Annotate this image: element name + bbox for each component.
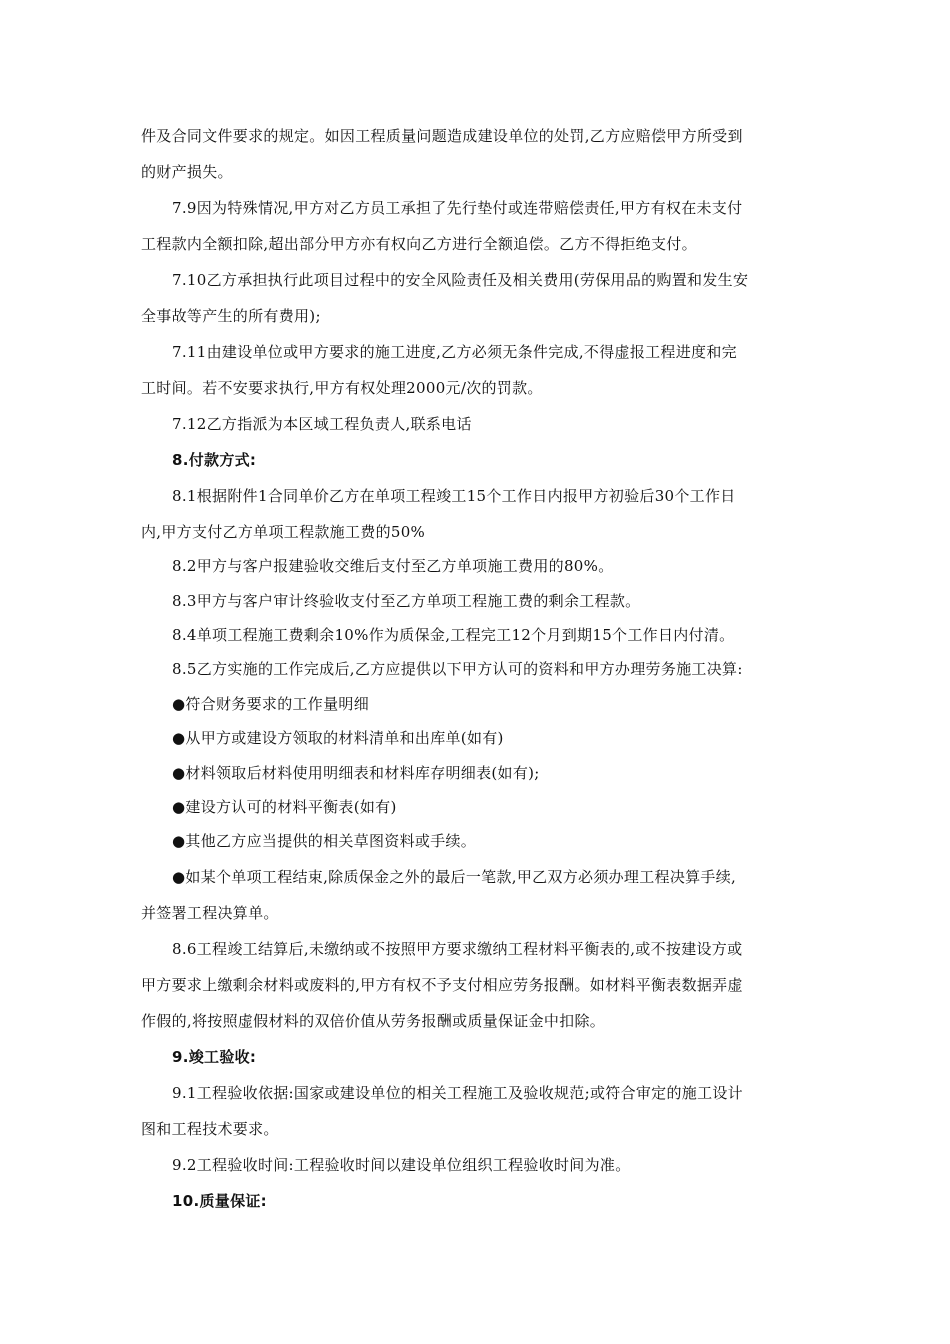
paragraph-line: 工时间。若不安要求执行,甲方有权处理2000元/次的罚款。 xyxy=(141,379,543,397)
paragraph-line: 件及合同文件要求的规定。如因工程质量问题造成建设单位的处罚,乙方应赔偿甲方所受到 xyxy=(141,127,743,145)
clause-9-1: 9.1工程验收依据:国家或建设单位的相关工程施工及验收规范;或符合审定的施工设计 xyxy=(172,1084,743,1102)
clause-7-12: 7.12乙方指派为本区域工程负责人,联系电话 xyxy=(172,415,472,433)
clause-8-4: 8.4单项工程施工费剩余10%作为质保金,工程完工12个月到期15个工作日内付清。 xyxy=(172,626,735,644)
paragraph-line: 作假的,将按照虚假材料的双倍价值从劳务报酬或质量保证金中扣除。 xyxy=(141,1012,606,1030)
clause-8-3: 8.3甲方与客户审计终验收支付至乙方单项工程施工费的剩余工程款。 xyxy=(172,592,641,610)
bullet-item: ●其他乙方应当提供的相关草图资料或手续。 xyxy=(172,832,477,850)
clause-8-5: 8.5乙方实施的工作完成后,乙方应提供以下甲方认可的资料和甲方办理劳务施工决算: xyxy=(172,660,743,678)
bullet-item: ●从甲方或建设方领取的材料清单和出库单(如有) xyxy=(172,729,504,747)
clause-8-2: 8.2甲方与客户报建验收交维后支付至乙方单项施工费用的80%。 xyxy=(172,557,614,575)
paragraph-line: 工程款内全额扣除,超出部分甲方亦有权向乙方进行全额追偿。乙方不得拒绝支付。 xyxy=(141,235,697,253)
paragraph-line: 的财产损失。 xyxy=(141,163,233,181)
section-heading-payment: 8.付款方式: xyxy=(172,451,257,469)
clause-8-6: 8.6工程竣工结算后,未缴纳或不按照甲方要求缴纳工程材料平衡表的,或不按建设方或 xyxy=(172,940,743,958)
bullet-item: ●建设方认可的材料平衡表(如有) xyxy=(172,798,397,816)
clause-8-1: 8.1根据附件1合同单价乙方在单项工程竣工15个工作日内报甲方初验后30个工作日 xyxy=(172,487,736,505)
section-heading-acceptance: 9.竣工验收: xyxy=(172,1048,257,1066)
clause-7-11: 7.11由建设单位或甲方要求的施工进度,乙方必须无条件完成,不得虚报工程进度和完 xyxy=(172,343,737,361)
clause-7-9: 7.9因为特殊情况,甲方对乙方员工承担了先行垫付或连带赔偿责任,甲方有权在未支付 xyxy=(172,199,743,217)
clause-9-2: 9.2工程验收时间:工程验收时间以建设单位组织工程验收时间为准。 xyxy=(172,1156,631,1174)
paragraph-line: 并签署工程决算单。 xyxy=(141,904,279,922)
paragraph-line: 甲方要求上缴剩余材料或废料的,甲方有权不予支付相应劳务报酬。如材料平衡表数据弄虚 xyxy=(141,976,743,994)
section-heading-quality: 10.质量保证: xyxy=(172,1192,267,1210)
paragraph-line: 图和工程技术要求。 xyxy=(141,1120,279,1138)
bullet-item: ●材料领取后材料使用明细表和材料库存明细表(如有); xyxy=(172,764,540,782)
paragraph-line: 内,甲方支付乙方单项工程款施工费的50% xyxy=(141,523,426,541)
bullet-item: ●如某个单项工程结束,除质保金之外的最后一笔款,甲乙双方必须办理工程决算手续, xyxy=(172,868,737,886)
paragraph-line: 全事故等产生的所有费用); xyxy=(141,307,321,325)
bullet-item: ●符合财务要求的工作量明细 xyxy=(172,695,369,713)
clause-7-10: 7.10乙方承担执行此项目过程中的安全风险责任及相关费用(劳保用品的购置和发生安 xyxy=(172,271,749,289)
